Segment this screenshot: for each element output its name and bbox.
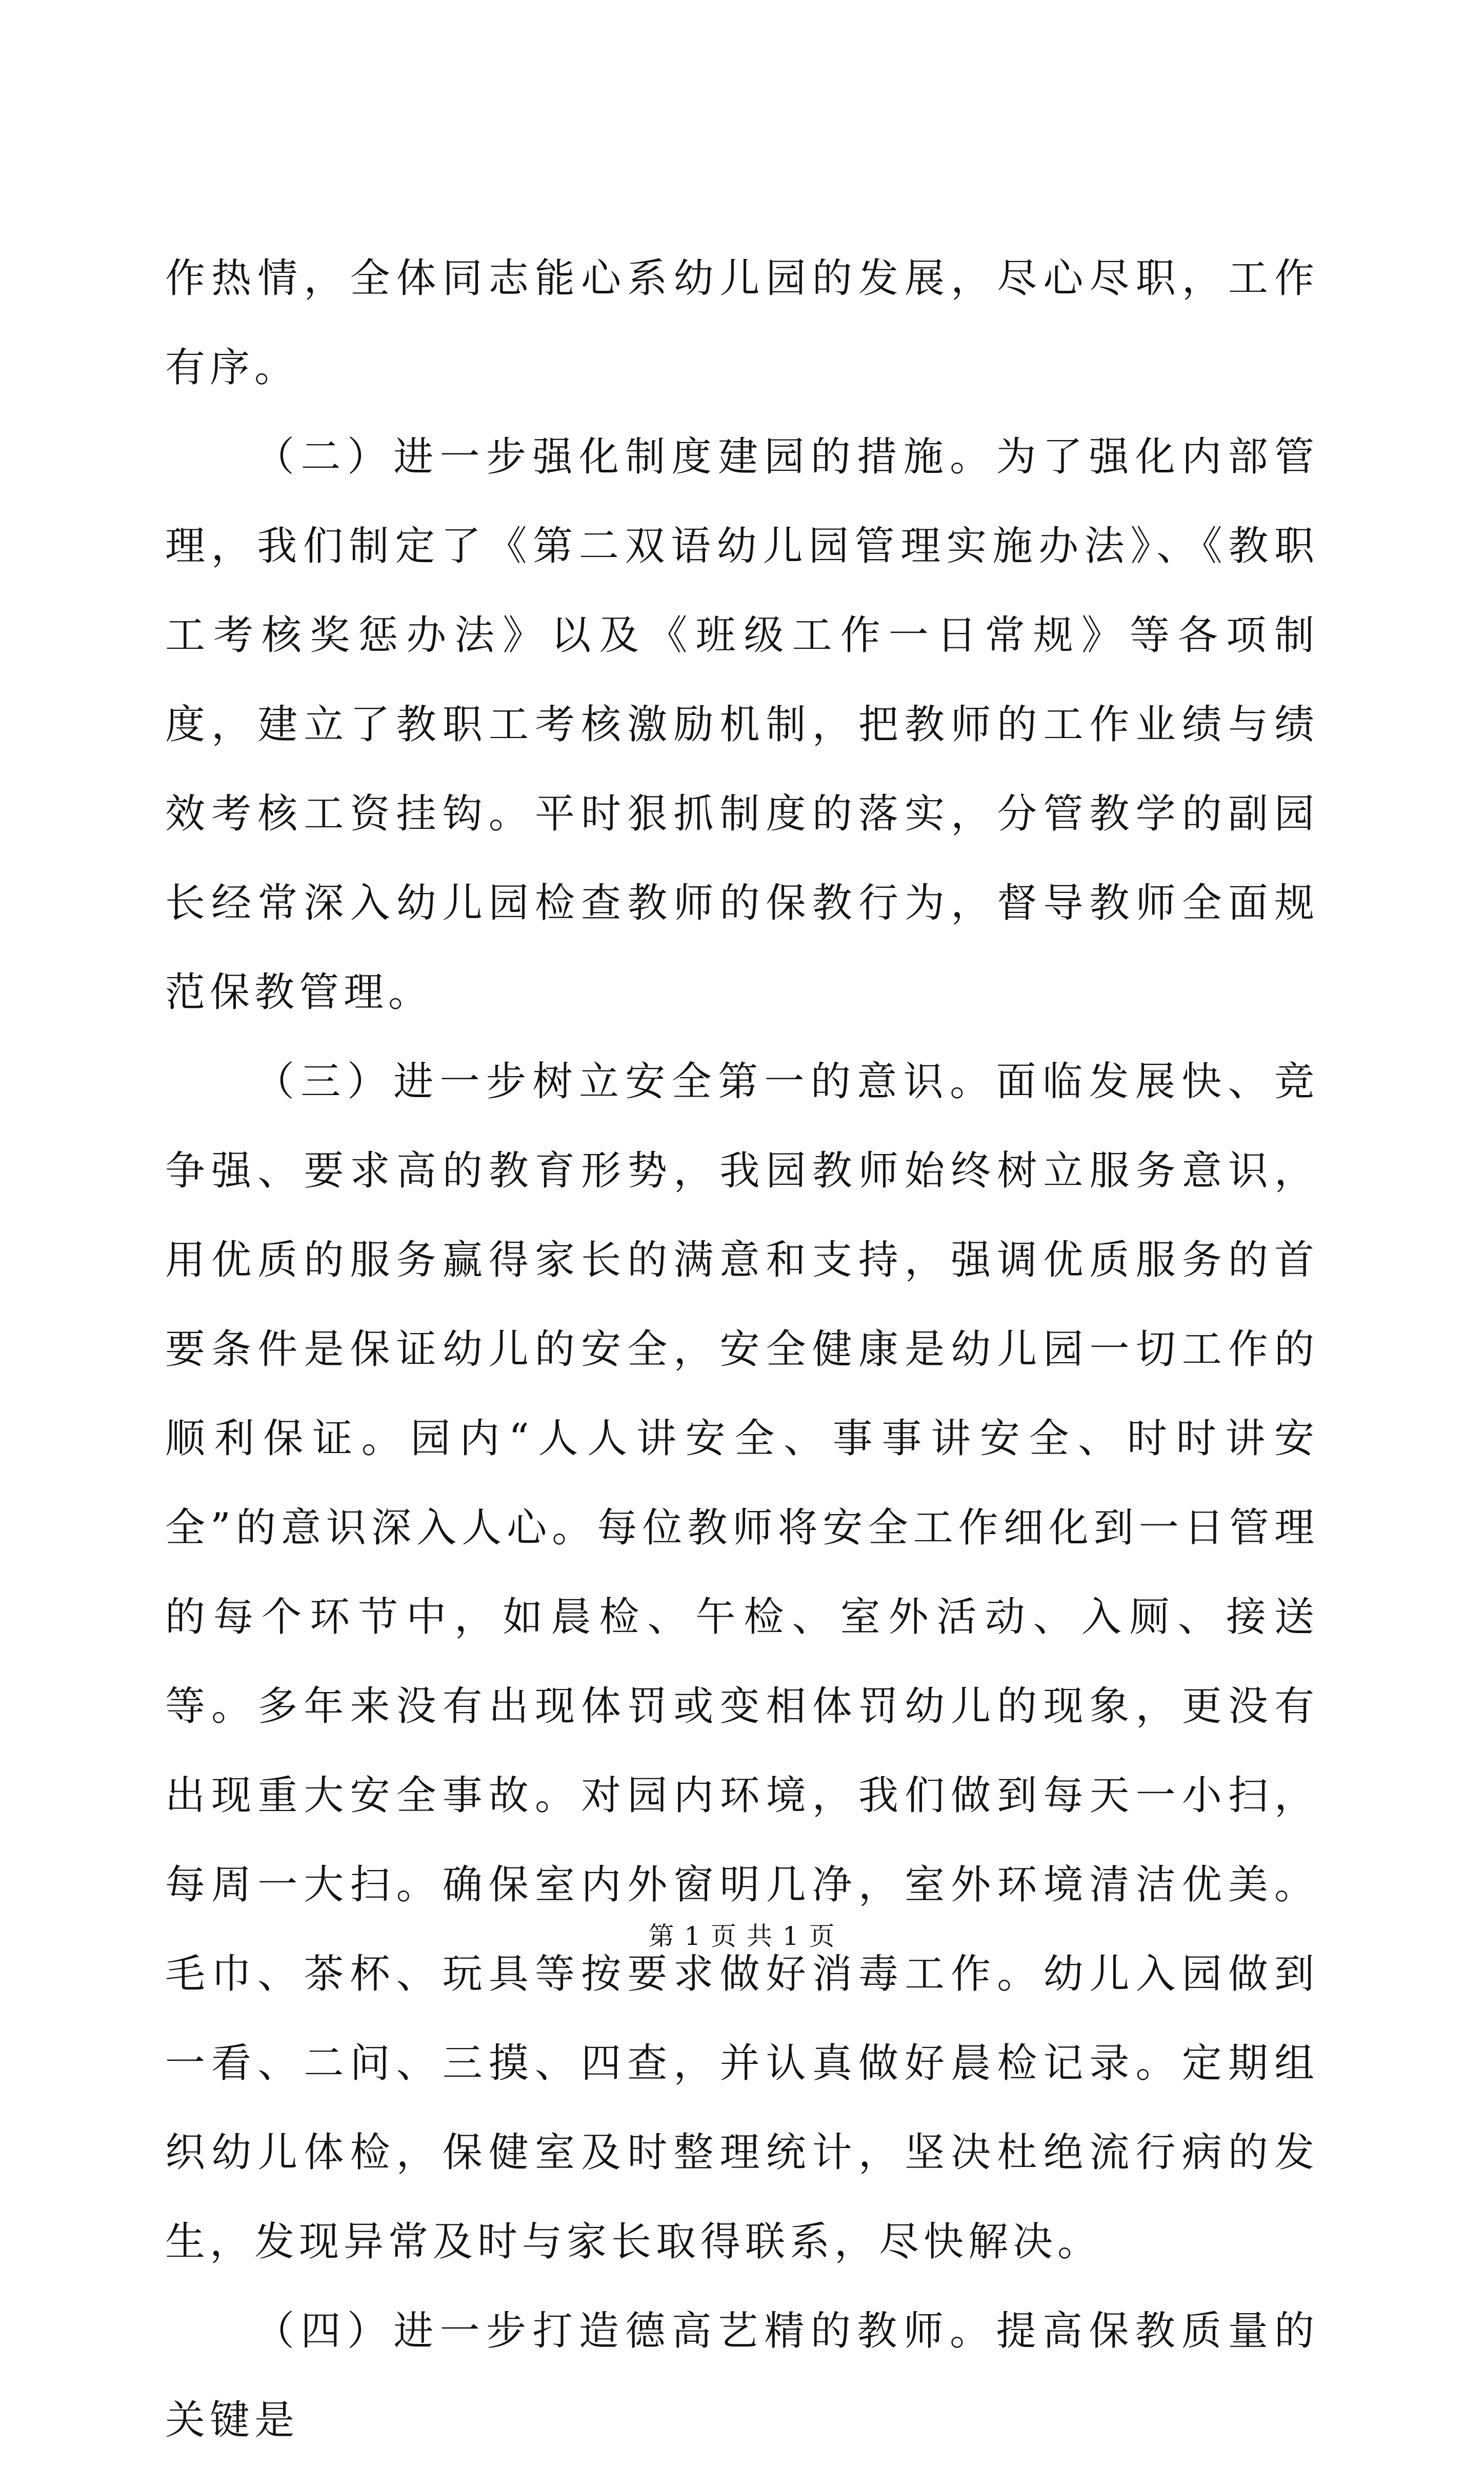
paragraph-section-2: （二）进一步强化制度建园的措施。为了强化内部管理，我们制定了《第二双语幼儿园管理实施办法》、《教职工考核奖惩办法》以及《班级工作一日常规》等各项制度，建立了教职工考核激励机制，把教师的工作业绩与绩效考核工资挂钩。平时狠抓制度的落实，分管教学的副园长经常深入幼儿园检查教师的保教行为，督导教师全面规范保教管理。 [165, 434, 1319, 1016]
page-footer: 第 1 页 共 1 页 [648, 1921, 836, 1951]
paragraph-section-4: （四）进一步打造德高艺精的教师。提高保教质量的关键是 [165, 2308, 1319, 2443]
document-body [165, 234, 1319, 2465]
paragraph-continuation: 作热情，全体同志能心系幼儿园的发展，尽心尽职，工作有序。 [165, 255, 1319, 391]
paragraph-section-3: （三）进一步树立安全第一的意识。面临发展快、竞争强、要求高的教育形势，我园教师始终树立服务意识，用优质的服务赢得家长的满意和支持，强调优质服务的首要条件是保证幼儿的安全，安全健康是幼儿园一切工作的顺利保证。园内“人人讲安全、事事讲安全、时时讲安全”的意识深入人心。每位教师将安全工作细化到一日管理的每个环节中，如晨检、午检、室外活动、入厕、接送等。多年来没有出现体罚或变相体罚幼儿的现象，更没有出现重大安全事故。对园内环境，我们做到每天一小扫，每周一大扫。确保室内外窗明几净，室外环境清洁优美。毛巾、茶杯、玩具等按要求做好消毒工作。幼儿入园做到一看、二问、三摸、四查，并认真做好晨检记录。定期组织幼儿体检，保健室及时整理统计，坚决杜绝流行病的发生，发现异常及时与家长取得联系，尽快解决。 [165, 1059, 1319, 2265]
